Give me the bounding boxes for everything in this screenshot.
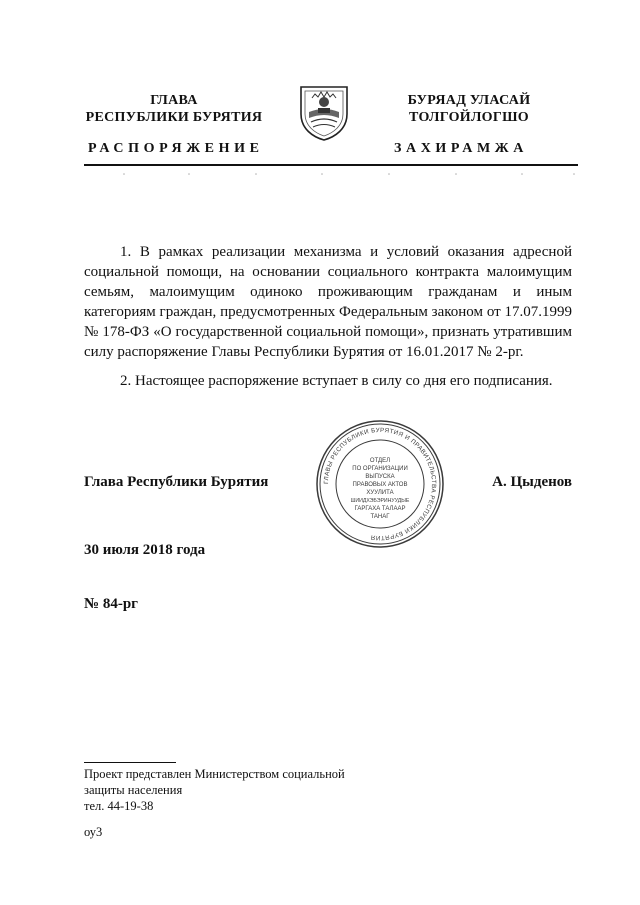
stamp-line: ТАНАГ — [370, 514, 390, 520]
header-divider — [84, 164, 578, 166]
stamp-line: ВЫПУСКА — [365, 474, 395, 480]
paragraph-1: 1. В рамках реализации механизма и условий оказания адресной социальной помощи, на основании социального контракта малоимущим семьям, малоимущим одиноко проживающим гражданам и иным категориям граждан, предусмотренных Федеральным законом от 17.07.1999 № 178-ФЗ «О государственной социальной помощи», признать утратившим силу распоряжение Главы Республики Бурятия от 16.01.2017 № 2-рг. — [84, 244, 572, 360]
footnote-line: защиты населения — [84, 783, 183, 797]
header-left — [84, 92, 264, 126]
header-left-title: ГЛАВА — [150, 93, 198, 108]
paragraph-2: 2. Настоящее распоряжение вступает в силу со дня его подписания. — [120, 373, 553, 389]
coat-of-arms-emblem — [298, 84, 350, 142]
official-stamp — [314, 418, 446, 550]
header-right-subtitle: ТОЛГОЙЛОГШО — [409, 110, 529, 125]
stamp-line: ОТДЕЛ — [369, 458, 391, 464]
doc-type-left: РАСПОРЯЖЕНИЕ — [88, 141, 264, 156]
header-right — [380, 92, 558, 126]
footnote-block — [84, 766, 404, 814]
dotted-guide-line — [84, 170, 578, 178]
stamp-line: ШИИДХЭБЭРИНУУДЫЕ — [350, 498, 410, 504]
stamp-ring-text: ГЛАВЫ РЕСПУБЛИКИ БУРЯТИЯ И ПРАВИТЕЛЬСТВА РЕСПУБЛИКИ БУРЯТИЯ — [322, 426, 438, 542]
stamp-line: ГАРГАХА ТАЛААР — [354, 506, 406, 512]
footnote-line: Проект представлен Министерством социальной — [84, 767, 345, 781]
footnote-divider — [84, 762, 176, 763]
footnote-phone: тел. 44-19-38 — [84, 799, 154, 813]
stamp-line: ПРАВОВЫХ АКТОВ — [352, 482, 408, 488]
header-right-title: БУРЯАД УЛАСАЙ — [407, 93, 531, 108]
signatory-position: Глава Республики Бурятия — [84, 474, 269, 490]
signatory-name: А. Цыденов — [492, 474, 572, 490]
document-number: № 84-рг — [84, 596, 138, 612]
document-code: оу3 — [84, 825, 103, 839]
doc-type-right: ЗАХИРАМЖА — [394, 141, 528, 156]
header-left-subtitle: РЕСПУБЛИКИ БУРЯТИЯ — [85, 110, 263, 125]
stamp-line: ХУУЛИТА — [366, 490, 394, 496]
stamp-line: ПО ОРГАНИЗАЦИИ — [352, 466, 408, 472]
document-date: 30 июля 2018 года — [84, 542, 206, 558]
